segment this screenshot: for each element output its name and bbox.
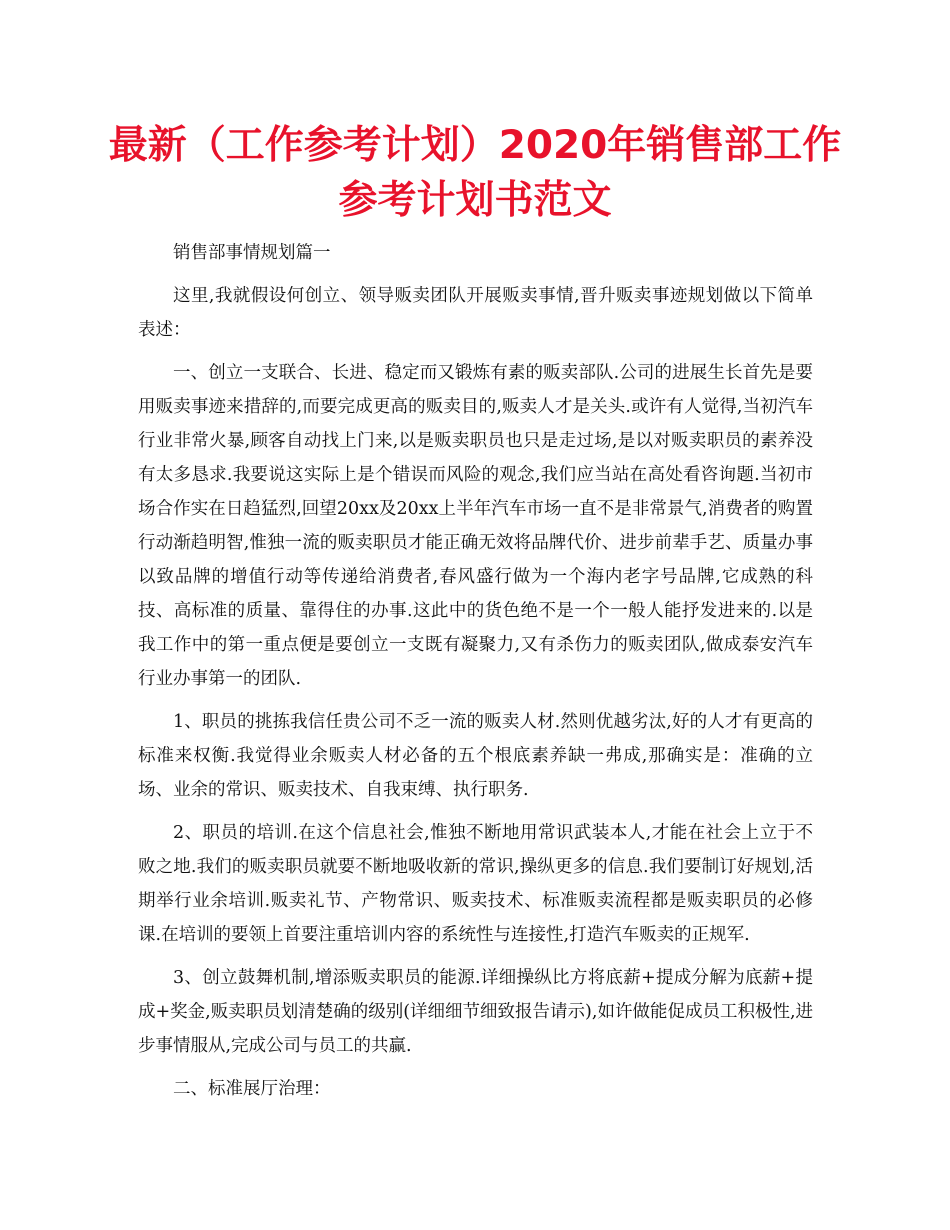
paragraph-section-one: 一、创立一支联合、长进、稳定而又锻炼有素的贩卖部队.公司的进展生长首先是要用贩卖事迹来措辞的,而要完成更高的贩卖目的,贩卖人才是关头.或许有人觉得,当初汽车行业非常火暴,顾客自动找上门来,以是贩卖职员也只是走过场,是以对贩卖职员的素养没有太多恳求.我要说这实际上是个错误而风险的观念,我们应当站在高处看咨询题.当初市场合作实在日趋猛烈,回望20xx及20xx上半年汽车市场一直不是非常景气,消费者的购置行动渐趋明智,惟独一流的贩卖职员才能正确无效将品牌代价、进步前辈手艺、质量办事以致品牌的增值行动等传递给消费者,春风盛行做为一个海内老字号品牌,它成熟的科技、高标准的质量、靠得住的办事.这此中的货色绝不是一个一般人能抒发进来的.以是我工作中的第一重点便是要创立一支既有凝聚力,又有杀伤力的贩卖团队,做成泰安汽车行业办事第一的团队.: [138, 363, 813, 689]
paragraph-item-1: 1、职员的挑拣我信任贵公司不乏一流的贩卖人材.然则优越劣汰,好的人才有更高的标准来权衡.我觉得业余贩卖人材必备的五个根底素养缺一弗成,那确实是：准确的立场、业余的常识、贩卖技术、自我束缚、执行职务.: [138, 712, 813, 800]
paragraph-item-2: 2、职员的培训.在这个信息社会,惟独不断地用常识武装本人,才能在社会上立于不败之地.我们的贩卖职员就要不断地吸收新的常识,操纵更多的信息.我们要制订好规划,活期举行业余培训.贩卖礼节、产物常识、贩卖技术、标准贩卖流程都是贩卖职员的必修课.在培训的要领上首要注重培训内容的系统性与连接性,打造汽车贩卖的正规军.: [138, 823, 813, 945]
section-heading: 销售部事情规划篇一: [173, 243, 331, 263]
title-line-1: 最新（工作参考计划）2020年销售部工作: [108, 123, 842, 168]
paragraph-intro: 这里,我就假设何创立、领导贩卖团队开展贩卖事情,晋升贩卖事迹规划做以下简单表述：: [138, 286, 813, 340]
document-body: [138, 236, 813, 1115]
paragraph-item-3: 3、创立鼓舞机制,增添贩卖职员的能源.详细操纵比方将底薪+提成分解为底薪+提成+奖金,贩卖职员划清楚确的级别(详细细节细致报告请示),如许做能促成员工积极性,进步事情服从,完成公司与员工的共赢.: [138, 968, 814, 1056]
paragraph-section-two: 二、标准展厅治理：: [173, 1079, 331, 1099]
document-title: [100, 118, 850, 228]
title-line-2: 参考计划书范文: [338, 178, 612, 223]
